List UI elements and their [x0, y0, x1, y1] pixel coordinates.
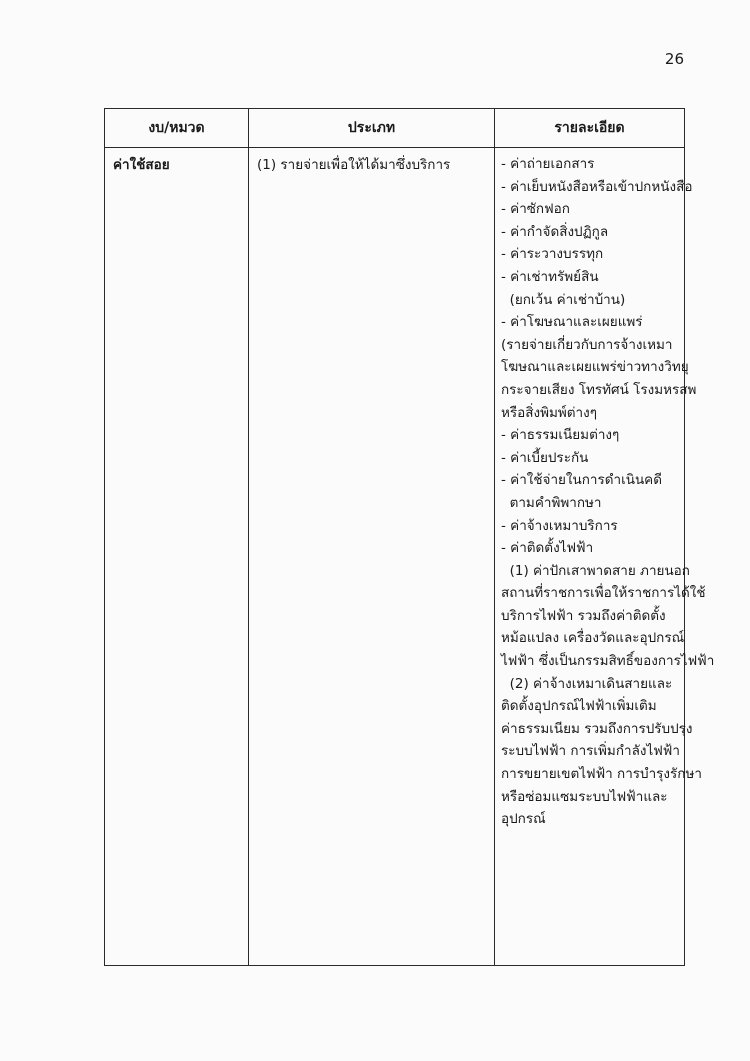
detail-item: ไฟฟ้า ซึ่งเป็นกรรมสิทธิ์ของการไฟฟ้า — [501, 653, 715, 670]
table-row — [105, 148, 685, 966]
detail-item: หรือสิ่งพิมพ์ต่างๆ — [501, 404, 597, 421]
header-details: รายละเอียด — [495, 109, 685, 148]
detail-item: - ค่าซักฟอก — [501, 201, 570, 218]
page-number: 26 — [664, 50, 684, 68]
detail-item: (ยกเว้น ค่าเช่าบ้าน) — [501, 291, 626, 308]
type-cell: (1) รายจ่ายเพื่อให้ได้มาซึ่งบริการ — [249, 148, 495, 966]
detail-item: - ค่าใช้จ่ายในการดำเนินคดี — [501, 472, 662, 489]
category-cell: ค่าใช้สอย — [105, 148, 249, 966]
detail-item: หรือซ่อมแซมระบบไฟฟ้าและ — [501, 788, 668, 805]
detail-item: หม้อแปลง เครื่องวัดและอุปกรณ์ — [501, 630, 685, 647]
table-header-row — [105, 109, 685, 148]
detail-item: ตามคำพิพากษา — [501, 494, 602, 511]
budget-table — [104, 108, 715, 966]
detail-item: - ค่าระวางบรรทุก — [501, 246, 604, 263]
detail-item: โฆษณาและเผยแพร่ข่าวทางวิทยุ — [501, 359, 689, 376]
detail-item: - ค่าติดตั้งไฟฟ้า — [501, 540, 594, 557]
header-type: ประเภท — [249, 109, 495, 148]
detail-item: - ค่ากำจัดสิ่งปฏิกูล — [501, 223, 609, 240]
detail-item: - ค่าเย็บหนังสือหรือเข้าปกหนังสือ — [501, 178, 693, 195]
header-category: งบ/หมวด — [105, 109, 249, 148]
detail-item: สถานที่ราชการเพื่อให้ราชการได้ใช้ — [501, 585, 706, 602]
detail-item: (2) ค่าจ้างเหมาเดินสายและ — [501, 675, 673, 692]
details-cell — [495, 148, 715, 966]
detail-item: - ค่าเบี้ยประกัน — [501, 449, 589, 466]
detail-item: - ค่าธรรมเนียมต่างๆ — [501, 427, 620, 444]
detail-item: - ค่าถ่ายเอกสาร — [501, 156, 595, 172]
detail-item: - ค่าเช่าทรัพย์สิน — [501, 268, 599, 285]
detail-item: ระบบไฟฟ้า การเพิ่มกำลังไฟฟ้า — [501, 743, 680, 760]
detail-item: - ค่าโฆษณาและเผยแพร่ — [501, 314, 643, 331]
detail-item: กระจายเสียง โทรทัศน์ โรงมหรสพ — [501, 381, 697, 398]
detail-item: (รายจ่ายเกี่ยวกับการจ้างเหมา — [501, 336, 673, 353]
detail-item: อุปกรณ์ — [501, 811, 546, 828]
details-list — [501, 153, 715, 831]
detail-item: ค่าธรรมเนียม รวมถึงการปรับปรุง — [501, 720, 693, 737]
detail-item: บริการไฟฟ้า รวมถึงค่าติดตั้ง — [501, 607, 666, 624]
detail-item: (1) ค่าปักเสาพาดสาย ภายนอก — [501, 562, 690, 579]
detail-item: ติดตั้งอุปกรณ์ไฟฟ้าเพิ่มเติม — [501, 698, 657, 715]
detail-item: การขยายเขตไฟฟ้า การบำรุงรักษา — [501, 766, 702, 783]
detail-item: - ค่าจ้างเหมาบริการ — [501, 517, 618, 534]
